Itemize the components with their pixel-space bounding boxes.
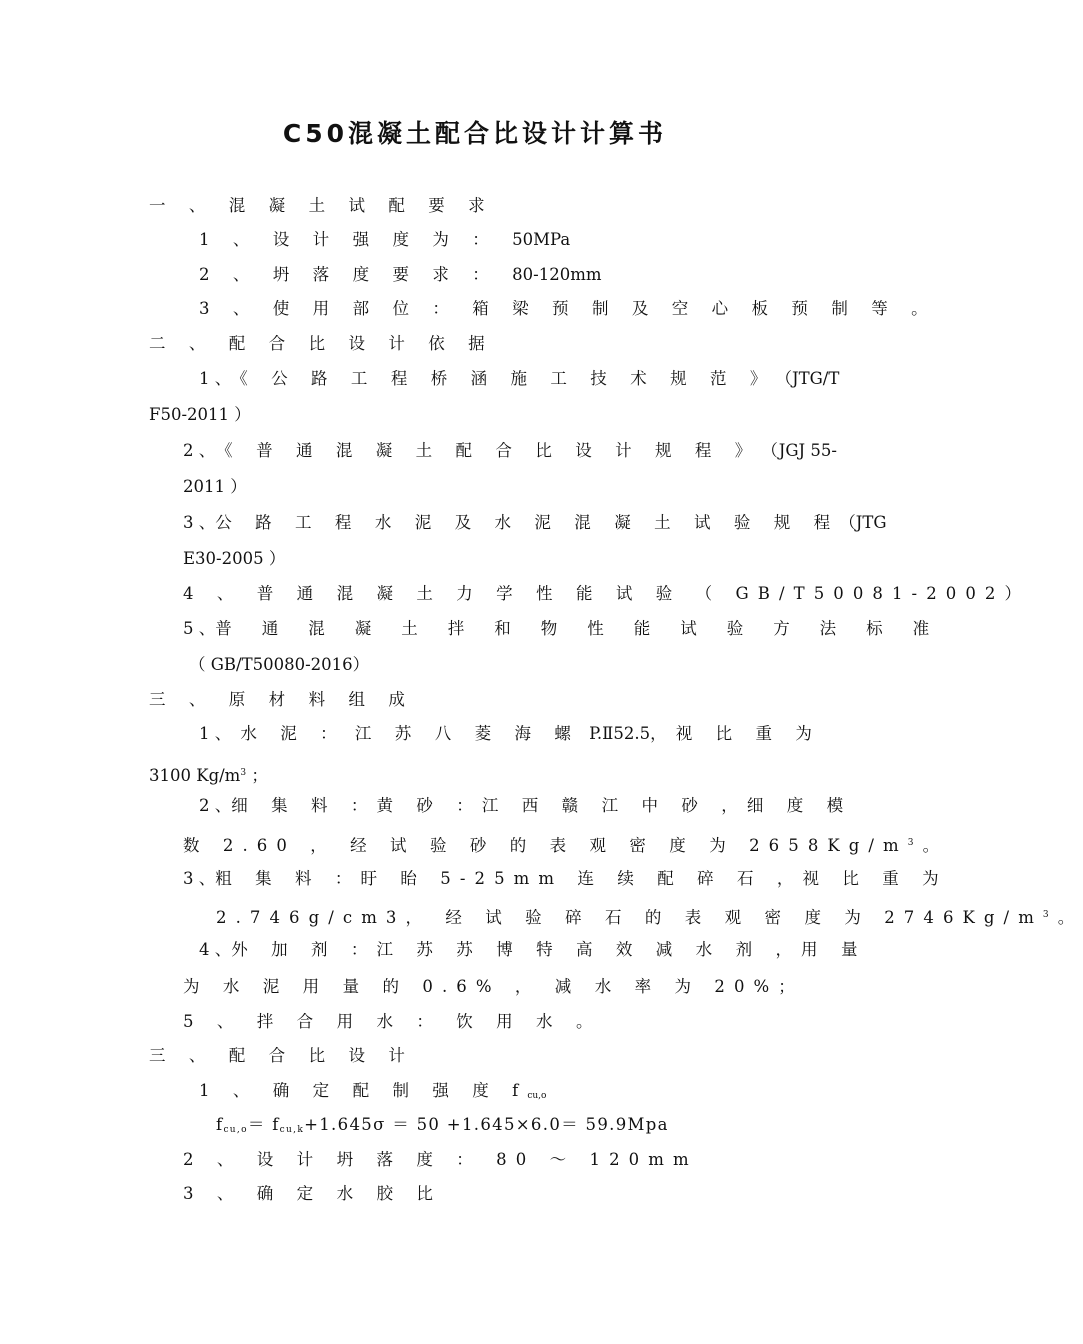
reference-5-cont: （ GB/T50080-2016）	[189, 655, 370, 674]
requirement-slump	[199, 264, 602, 286]
material-admixture-num: 4 、	[199, 940, 232, 959]
material-cement-label: 水 泥 ：	[240, 724, 346, 743]
reference-1-code: JTG/T	[791, 369, 840, 388]
reference-3-paren: （	[839, 513, 856, 532]
material-fine-source: 江 西 赣 江 中 砂 ，	[481, 796, 747, 815]
material-coarse-aggregate-cont: 2.746g/cm3， 经 试 验 碎 石 的 表 观 密 度 为 $2746Kg/m^3$。	[216, 908, 1083, 927]
design-strength: 1 、 确 定 配 制 强 度 $f_{cu,o}$	[199, 1081, 547, 1101]
reference-1-num: 1 、	[199, 369, 232, 388]
requirement-slump-value: 80-120mm	[512, 265, 602, 284]
reference-2	[183, 440, 837, 462]
section-1-heading: 一 、 混 凝 土 试 配 要 求	[149, 196, 494, 215]
reference-1-title: 《 公 路 工 程 桥 涵 施 工 技 术 规 范 》	[231, 369, 776, 388]
reference-3-num: 3 、	[183, 513, 216, 532]
material-admixture-brand: 江 苏 苏 博 特 高 效 减 水 剂 ，	[376, 940, 802, 959]
requirement-slump-label: 2 、 坍 落 度 要 求 ：	[199, 265, 498, 284]
reference-4: 4 、 普 通 混 凝 土 力 学 性 能 试 验 （ GB/T50081-2002）	[183, 584, 1031, 603]
material-coarse-source: 盱 眙 5-25mm 连 续 配 碎 石 ，	[360, 869, 803, 888]
page-title: C50混凝土配合比设计计算书	[282, 119, 668, 148]
material-coarse-label: 粗 集 料 ：	[215, 869, 361, 888]
material-fine-type: 黄 砂 ：	[376, 796, 482, 815]
superscript: 3	[240, 768, 247, 778]
subscript: cu,k	[279, 1125, 305, 1135]
section-2-heading: 二 、 配 合 比 设 计 依 据	[149, 334, 494, 353]
material-cement-sg-label: 视 比 重 为	[675, 724, 821, 743]
superscript: 3	[1042, 910, 1058, 920]
reference-5-num: 5 、	[183, 619, 216, 638]
section-4-heading: 三 、 配 合 比 设 计	[149, 1046, 414, 1065]
material-cement-grade: P.Ⅱ52.5，	[589, 724, 667, 743]
material-cement-cont: 3100 $Kg/m^3$ ；	[149, 766, 268, 785]
requirement-usage: 3 、 使 用 部 位 ： 箱 梁 预 制 及 空 心 板 预 制 等 。	[199, 299, 937, 318]
requirement-strength-label: 1 、 设 计 强 度 为 ：	[199, 230, 498, 249]
material-water: 5 、 拌 合 用 水 ： 饮 用 水 。	[183, 1012, 602, 1031]
material-cement-brand: 江 苏 八 菱 海 螺	[354, 724, 580, 743]
material-fine-label: 细 集 料 ：	[231, 796, 377, 815]
requirement-strength-value: 50MPa	[512, 230, 571, 249]
reference-1	[199, 368, 840, 390]
reference-2-cont: 2011 ）	[183, 477, 247, 496]
material-admixture-dose-label: 用 量	[801, 940, 867, 959]
material-fine-fm-label: 细 度 模	[746, 796, 853, 815]
reference-3-code: JTG	[855, 513, 887, 532]
material-admixture-cont: 为 水 泥 用 量 的 0.6% ， 减 水 率 为 20%；	[183, 977, 804, 996]
reference-5	[183, 618, 942, 640]
requirement-strength	[199, 229, 570, 251]
reference-2-paren: （	[761, 441, 778, 460]
material-cement	[199, 723, 821, 745]
design-strength-formula: $f_{cu,o}= f_{cu,k}+1.645\sigma = 50 +1.645\times 6.0= 59.9Mpa$	[216, 1115, 669, 1135]
section-3-heading: 三 、 原 材 料 组 成	[149, 690, 414, 709]
design-water-binder-ratio: 3 、 确 定 水 胶 比	[183, 1184, 442, 1203]
superscript: 3	[907, 838, 923, 848]
reference-3-title: 公 路 工 程 水 泥 及 水 泥 混 凝 土 试 验 规 程	[215, 513, 840, 532]
reference-5-title: 普 通 混 凝 土 拌 和 物 性 能 试 验 方 法 标 准	[215, 619, 942, 638]
subscript: cu,o	[223, 1125, 248, 1135]
material-coarse-num: 3 、	[183, 869, 216, 888]
material-admixture-label: 外 加 剂 ：	[231, 940, 377, 959]
reference-2-num: 2 、	[183, 441, 216, 460]
reference-2-title: 《 普 通 混 凝 土 配 合 比 设 计 规 程 》	[216, 441, 761, 460]
material-fine-num: 2 、	[199, 796, 232, 815]
design-slump: 2 、 设 计 坍 落 度 ： 80 ～ 120mm	[183, 1150, 698, 1169]
reference-1-cont: F50-2011 ）	[149, 405, 251, 424]
material-fine-aggregate	[199, 795, 853, 817]
material-coarse-sg-label: 视 比 重 为	[802, 869, 948, 888]
material-coarse-aggregate	[183, 868, 948, 890]
material-fine-aggregate-cont: 数 2.60 ， 经 试 验 砂 的 表 观 密 度 为 $2658Kg/m^3$。	[183, 836, 949, 855]
reference-3	[183, 512, 887, 534]
reference-1-paren: （	[775, 369, 792, 388]
material-cement-num: 1 、	[199, 724, 232, 743]
subscript: cu,o	[527, 1091, 547, 1101]
reference-3-cont: E30-2005 ）	[183, 549, 286, 568]
material-admixture	[199, 939, 867, 961]
reference-2-code: JGJ 55-	[778, 441, 837, 460]
material-cement-sg-value: 3100 Kg/m	[149, 766, 241, 785]
